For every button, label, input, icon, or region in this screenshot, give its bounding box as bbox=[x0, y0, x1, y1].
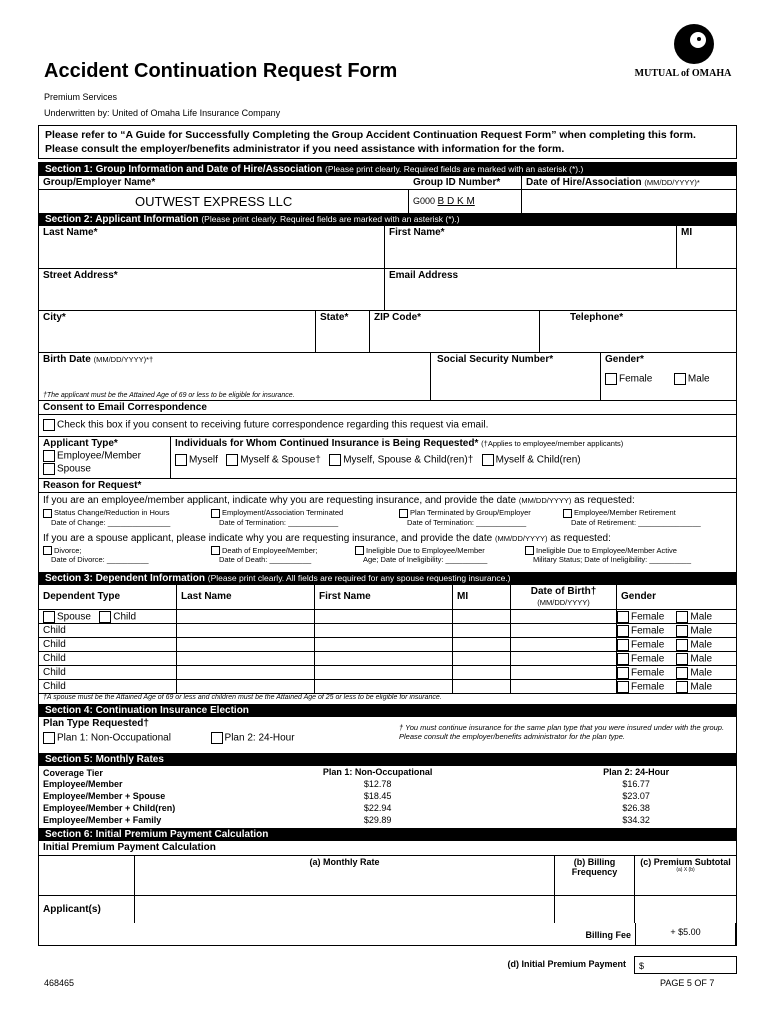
billing-fee-value: + $5.00 bbox=[635, 923, 736, 945]
guide-notice: Please refer to “A Guide for Successfully Completing the Group Accident Continuation Request Form” when completing this form. Please consult the employer/benefits administrator if you need assistance with information for the form. bbox=[38, 125, 737, 159]
dep-first-name-field[interactable] bbox=[315, 652, 453, 665]
dep-dob-field[interactable] bbox=[511, 624, 617, 637]
dep-dob-field[interactable] bbox=[511, 638, 617, 651]
rate-plan1: $18.45 bbox=[363, 791, 392, 801]
plan-note: † You must continue insurance for the same plan type that you were insured under with the group. Please consult the employer/benefits administrator for the plan type. bbox=[399, 723, 725, 741]
rate-plan2: $16.77 bbox=[622, 779, 650, 789]
myself-children-checkbox[interactable] bbox=[482, 454, 494, 466]
dep-mi-field[interactable] bbox=[453, 652, 511, 665]
reason-retirement[interactable]: Employee/Member Retirement Date of Retirement: _______________ bbox=[563, 508, 732, 527]
dep-spouse-checkbox[interactable] bbox=[43, 611, 55, 623]
spouse-reason-age[interactable]: Ineligible Due to Employee/Member Age; Date of Ineligibility: __________ bbox=[355, 546, 525, 565]
billing-fee-label: Billing Fee bbox=[585, 930, 631, 940]
email-field[interactable]: Email Address bbox=[389, 270, 459, 281]
initial-payment-field[interactable]: $ bbox=[634, 956, 737, 974]
spouse-reason-death[interactable]: Death of Employee/Member; Date of Death: __________ bbox=[211, 546, 355, 565]
dependent-row bbox=[39, 679, 736, 693]
dependent-row bbox=[39, 623, 736, 637]
dep-mi-field[interactable] bbox=[453, 638, 511, 651]
section2-header: Section 2: Applicant Information (Please print clearly. Required fields are marked with an asterisk (*).) bbox=[39, 213, 736, 226]
dep-dob-field[interactable] bbox=[511, 652, 617, 665]
rate-plan1: $12.78 bbox=[363, 779, 392, 789]
dep-last-name-field[interactable] bbox=[177, 610, 315, 623]
reason-title: Reason for Request* bbox=[43, 480, 142, 491]
reason-employment-terminated[interactable]: Employment/Association Terminated Date of Termination: ____________ bbox=[211, 508, 399, 527]
dep-last-name-field[interactable] bbox=[177, 638, 315, 651]
dep-female-checkbox[interactable] bbox=[617, 653, 629, 665]
initial-payment-label: (d) Initial Premium Payment bbox=[507, 959, 626, 969]
subtitle-underwriter: Underwritten by: United of Omaha Life Insurance Company bbox=[44, 108, 281, 118]
dep-female-checkbox[interactable] bbox=[617, 639, 629, 651]
street-field[interactable]: Street Address* bbox=[39, 269, 385, 310]
dependent-row bbox=[39, 637, 736, 651]
dependent-type-cell[interactable]: Child bbox=[39, 638, 177, 651]
rates-table bbox=[39, 766, 736, 826]
dep-male-checkbox[interactable] bbox=[676, 625, 688, 637]
zip-field[interactable]: ZIP Code* bbox=[370, 311, 540, 352]
dep-dob-field[interactable] bbox=[511, 610, 617, 623]
applicants-label: Applicant(s) bbox=[39, 896, 135, 923]
reason-block: If you are an employee/member applicant, indicate why you are requesting insurance, and provide the date (MM/DD/YYYY) as requested: Status Change/Reduction in Hours Date of Change: _______________ Employment/Association Terminated Date of Termination: ____________ Plan Terminated by Group/Employer Date of Termination: ____________ Employee/Member Retirement Date of Retirement: _______________ If you are a spouse applicant, please indicate why you are requesting insurance, and provide the date (MM/DD/YYYY) as requested: Divorce; Date of Divorce: __________ Death of Employee/Member; Date of Death: __________ Ineligible Due to Employee/Member Age; Date of Ineligibility: __________ Ineligible Due to Employee/Member Active Military Status; Date of Ineligibility: __________ bbox=[39, 493, 736, 572]
rate-plan2: $34.32 bbox=[622, 815, 650, 825]
plan1-checkbox[interactable] bbox=[43, 732, 55, 744]
rates-h-tier: Coverage Tier bbox=[43, 768, 103, 778]
dep-child-checkbox[interactable] bbox=[99, 611, 111, 623]
dep-first-name-field[interactable] bbox=[315, 666, 453, 679]
rate-tier: Employee/Member + Child(ren) bbox=[43, 803, 176, 813]
consent-title: Consent to Email Correspondence bbox=[43, 402, 207, 413]
company-logo bbox=[628, 22, 738, 86]
col-premium-subtotal: (c) Premium Subtotal (a) X (b) bbox=[640, 857, 731, 873]
gender-female-checkbox[interactable] bbox=[605, 373, 617, 385]
section5-header: Section 5: Monthly Rates bbox=[39, 753, 736, 766]
plan2-checkbox[interactable] bbox=[211, 732, 223, 744]
rate-tier: Employee/Member + Spouse bbox=[43, 791, 166, 801]
gender-male-checkbox[interactable] bbox=[674, 373, 686, 385]
section6-header: Section 6: Initial Premium Payment Calculation bbox=[39, 828, 736, 841]
dep-male-checkbox[interactable] bbox=[676, 667, 688, 679]
group-name-field[interactable]: OUTWEST EXPRESS LLC bbox=[39, 190, 409, 213]
logo-text: MUTUAL of OMAHA bbox=[634, 68, 732, 79]
myself-spouse-checkbox[interactable] bbox=[226, 454, 238, 466]
section6-sub: Initial Premium Payment Calculation bbox=[43, 842, 216, 853]
dep-last-name-field[interactable] bbox=[177, 624, 315, 637]
gender-field: Gender* Female Male bbox=[605, 354, 710, 385]
birth-date-field[interactable]: Birth Date (MM/DD/YYYY)*† †The applicant must be the Attained Age of 69 or less to be eligible for insurance. bbox=[39, 353, 431, 400]
spouse-reason-military[interactable]: Ineligible Due to Employee/Member Active Military Status; Date of Ineligibility: __________ bbox=[525, 546, 732, 565]
monthly-rate-field[interactable] bbox=[135, 896, 555, 923]
spouse-reason-divorce[interactable]: Divorce; Date of Divorce: __________ bbox=[43, 546, 211, 565]
consent-checkbox[interactable] bbox=[43, 419, 55, 431]
doh-field[interactable] bbox=[522, 190, 736, 213]
dependent-row bbox=[39, 651, 736, 665]
plan-type: Plan Type Requested† Plan 1: Non-Occupational Plan 2: 24-Hour bbox=[43, 718, 295, 744]
dep-first-name-field[interactable] bbox=[315, 610, 453, 623]
dep-gender-cell: Female Male bbox=[617, 666, 736, 679]
col-gender: Gender bbox=[621, 591, 657, 602]
billing-frequency-field[interactable] bbox=[555, 896, 635, 923]
dep-first-name-field[interactable] bbox=[315, 680, 453, 693]
dependent-rows bbox=[39, 609, 736, 693]
state-field[interactable]: State* bbox=[316, 311, 370, 352]
dep-male-checkbox[interactable] bbox=[676, 639, 688, 651]
rate-plan2: $26.38 bbox=[622, 803, 650, 813]
myself-checkbox[interactable] bbox=[175, 454, 187, 466]
group-id-field[interactable]: G000 B D K M bbox=[409, 190, 522, 213]
phone-field[interactable]: Telephone* bbox=[570, 312, 624, 323]
dependent-row bbox=[39, 609, 736, 623]
rate-plan1: $29.89 bbox=[363, 815, 392, 825]
dep-male-checkbox[interactable] bbox=[676, 611, 688, 623]
dep-female-checkbox[interactable] bbox=[617, 681, 629, 693]
spouse-checkbox[interactable] bbox=[43, 463, 55, 475]
col-dob: Date of Birth† (MM/DD/YYYY) bbox=[511, 585, 617, 609]
col-monthly-rate: (a) Monthly Rate bbox=[135, 856, 555, 895]
dep-last-name-field[interactable] bbox=[177, 680, 315, 693]
rate-row bbox=[39, 790, 736, 802]
mi-field[interactable]: MI bbox=[681, 227, 693, 238]
myself-spouse-children-checkbox[interactable] bbox=[329, 454, 341, 466]
ssn-field[interactable]: Social Security Number* bbox=[431, 353, 601, 400]
rate-row bbox=[39, 778, 736, 790]
form-number: 468465 bbox=[44, 978, 75, 988]
rate-tier: Employee/Member + Family bbox=[43, 815, 162, 825]
rate-plan1: $22.94 bbox=[363, 803, 392, 813]
city-field[interactable]: City* bbox=[39, 311, 316, 352]
dep-last-name-field[interactable] bbox=[177, 652, 315, 665]
dependent-row bbox=[39, 665, 736, 679]
group-id-label: Group ID Number* bbox=[409, 176, 522, 189]
doh-label: Date of Hire/Association (MM/DD/YYYY)* bbox=[526, 177, 700, 188]
dep-dob-field[interactable] bbox=[511, 680, 617, 693]
reason-status-change[interactable]: Status Change/Reduction in Hours Date of Change: _______________ bbox=[43, 508, 211, 527]
dep-dob-field[interactable] bbox=[511, 666, 617, 679]
dependent-type-cell[interactable]: Spouse Child bbox=[39, 610, 177, 623]
dep-gender-cell: Female Male bbox=[617, 638, 736, 651]
form-body bbox=[38, 162, 737, 946]
rate-row bbox=[39, 814, 736, 826]
dep-first-name-field[interactable] bbox=[315, 638, 453, 651]
dep-mi-field[interactable] bbox=[453, 624, 511, 637]
dep-mi-field[interactable] bbox=[453, 666, 511, 679]
dep-first-name-field[interactable] bbox=[315, 624, 453, 637]
applicant-type: Applicant Type* Employee/Member Spouse bbox=[39, 437, 171, 478]
dependent-type-cell[interactable]: Child bbox=[39, 652, 177, 665]
dep-gender-cell: Female Male bbox=[617, 680, 736, 693]
rates-h-plan2: Plan 2: 24-Hour bbox=[603, 767, 670, 777]
dep-gender-cell: Female Male bbox=[617, 610, 736, 623]
dep-last-name-field[interactable] bbox=[177, 666, 315, 679]
dep-male-checkbox[interactable] bbox=[676, 653, 688, 665]
dependent-type-cell[interactable]: Child bbox=[39, 624, 177, 637]
section3-header: Section 3: Dependent Information (Please print clearly. All fields are required for any spouse requesting insurance.) bbox=[39, 572, 736, 585]
page-number: PAGE 5 OF 7 bbox=[660, 978, 715, 988]
dep-gender-cell: Female Male bbox=[617, 652, 736, 665]
dep-mi-field[interactable] bbox=[453, 610, 511, 623]
age-note: †The applicant must be the Attained Age of 69 or less to be eligible for insurance. bbox=[43, 392, 295, 399]
consent-row: Check this box if you consent to receiving future correspondence regarding this request via email. bbox=[39, 415, 736, 436]
employee-member-checkbox[interactable] bbox=[43, 450, 55, 462]
lion-logo-icon bbox=[628, 22, 738, 68]
rate-plan2: $23.07 bbox=[622, 791, 650, 801]
rate-row bbox=[39, 802, 736, 814]
dep-mi-field[interactable] bbox=[453, 680, 511, 693]
col-mi: MI bbox=[453, 585, 511, 609]
section1-header: Section 1: Group Information and Date of Hire/Association (Please print clearly. Required fields are marked with an asterisk (*).) bbox=[39, 163, 736, 176]
section4-header: Section 4: Continuation Insurance Election bbox=[39, 704, 736, 717]
last-name-field[interactable]: Last Name* bbox=[39, 226, 385, 268]
dep-male-checkbox[interactable] bbox=[676, 681, 688, 693]
dependent-type-cell[interactable]: Child bbox=[39, 680, 177, 693]
rates-h-plan1: Plan 1: Non-Occupational bbox=[322, 767, 433, 777]
form-title: Accident Continuation Request Form bbox=[44, 60, 398, 82]
dep-female-checkbox[interactable] bbox=[617, 611, 629, 623]
dep-gender-cell: Female Male bbox=[617, 624, 736, 637]
dependent-note: †A spouse must be the Attained Age of 69 or less and children must be the Attained Age of 25 or less to be eligible for insurance. bbox=[39, 693, 736, 704]
first-name-field[interactable]: First Name* bbox=[385, 226, 677, 268]
subtitle-premium: Premium Services bbox=[44, 92, 118, 102]
group-name-label: Group/Employer Name* bbox=[43, 177, 156, 188]
reason-plan-terminated[interactable]: Plan Terminated by Group/Employer Date of Termination: ____________ bbox=[399, 508, 563, 527]
col-dependent-type: Dependent Type bbox=[39, 585, 177, 609]
col-first-name: First Name bbox=[315, 585, 453, 609]
rate-tier: Employee/Member bbox=[43, 779, 123, 789]
col-billing-frequency: (b) Billing Frequency bbox=[555, 856, 635, 895]
premium-subtotal-field[interactable] bbox=[635, 896, 736, 923]
col-last-name: Last Name bbox=[177, 585, 315, 609]
dep-female-checkbox[interactable] bbox=[617, 667, 629, 679]
dep-female-checkbox[interactable] bbox=[617, 625, 629, 637]
individuals-requested: Individuals for Whom Continued Insurance is Being Requested* (†Applies to employee/member applicants) Myself Myself & Spouse† Myself, Spouse & Child(ren)† Myself & Child(ren) bbox=[175, 438, 624, 466]
dependent-type-cell[interactable]: Child bbox=[39, 666, 177, 679]
